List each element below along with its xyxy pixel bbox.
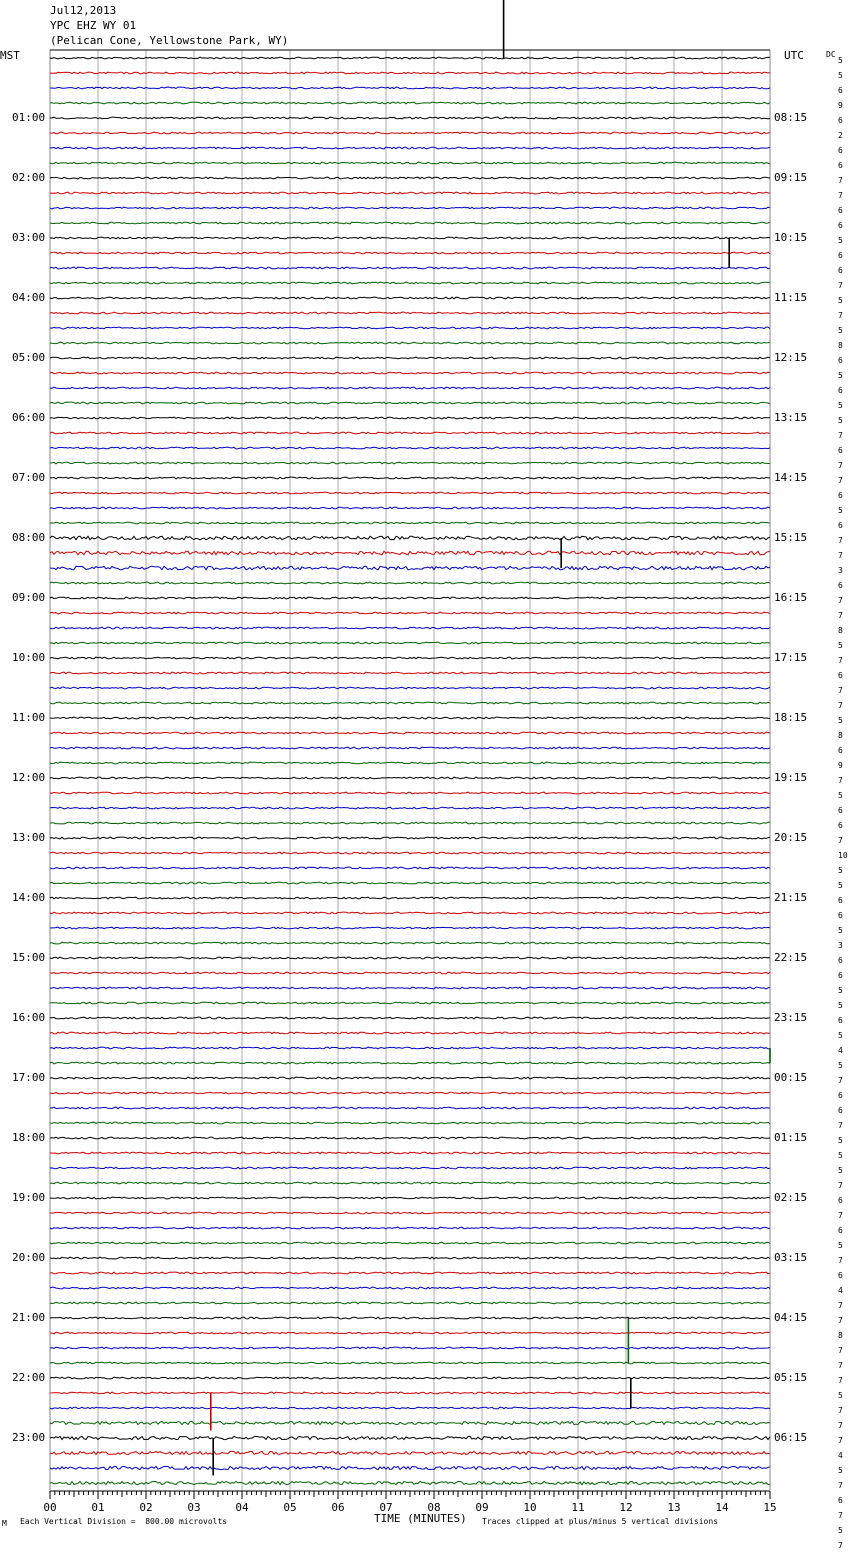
chart-station: YPC EHZ WY 01: [50, 19, 137, 32]
x-tick-label-12: 12: [619, 1501, 633, 1514]
trace-row-81: [50, 1272, 770, 1274]
trace-row-78: [50, 1227, 770, 1229]
trace-row-40: [50, 657, 770, 659]
trace-row-37: [50, 612, 770, 614]
dc-offset-value: 5: [838, 326, 843, 335]
trace-row-93: [50, 1451, 770, 1454]
dc-offset-value: 5: [838, 1391, 843, 1400]
mst-hour-label: 11:00: [12, 711, 46, 724]
left-timezone-label: MST: [0, 49, 20, 62]
trace-row-4: [50, 117, 770, 119]
chart-date: Jul12,2013: [50, 4, 117, 17]
trace-row-95: [50, 1481, 770, 1484]
dc-offset-value: 6: [838, 1106, 843, 1115]
dc-offset-value: 7: [838, 1541, 843, 1550]
mst-hour-label: 08:00: [12, 531, 46, 544]
dc-offset-value: 5: [838, 1526, 843, 1535]
dc-offset-value: 6: [838, 806, 843, 815]
mst-hour-label: 12:00: [12, 771, 46, 784]
utc-hour-label: 12:15: [774, 351, 808, 364]
mst-hour-label: 09:00: [12, 591, 46, 604]
dc-offset-value: 5: [838, 926, 843, 935]
trace-row-5: [50, 132, 770, 134]
dc-offset-value: 6: [838, 1271, 843, 1280]
dc-offset-value: 7: [838, 1361, 843, 1370]
trace-row-77: [50, 1212, 770, 1214]
dc-offset-value: 6: [838, 206, 843, 215]
trace-row-50: [50, 807, 770, 809]
dc-offset-value: 6: [838, 956, 843, 965]
mst-hour-label: 06:00: [12, 411, 46, 424]
dc-offset-value: 5: [838, 1151, 843, 1160]
dc-offset-value: 5: [838, 641, 843, 650]
trace-row-86: [50, 1347, 770, 1349]
trace-row-47: [50, 762, 770, 764]
dc-offset-value: 7: [838, 836, 843, 845]
dc-offset-value: 5: [838, 791, 843, 800]
trace-row-13: [50, 252, 770, 254]
corner-mark: M: [2, 1519, 7, 1528]
utc-hour-label: 01:15: [774, 1131, 808, 1144]
trace-row-60: [50, 957, 770, 959]
x-axis: [43, 1491, 776, 1514]
trace-row-71: [50, 1122, 770, 1124]
dc-offset-value: 6: [838, 251, 843, 260]
dc-offset-value: 6: [838, 266, 843, 275]
trace-row-10: [50, 207, 770, 209]
x-tick-label-09: 09: [475, 1501, 489, 1514]
right-timezone-label: UTC: [784, 49, 804, 62]
dc-offset-value: 7: [838, 701, 843, 710]
dc-offset-value: 6: [838, 821, 843, 830]
utc-hour-label: 16:15: [774, 591, 808, 604]
trace-row-65: [50, 1032, 770, 1034]
mst-hour-label: 13:00: [12, 831, 46, 844]
dc-offset-value: 7: [838, 1421, 843, 1430]
trace-row-54: [50, 867, 770, 869]
dc-offset-value: 5: [838, 401, 843, 410]
dc-offset-value: 3: [838, 566, 843, 575]
trace-row-11: [50, 222, 770, 224]
utc-hour-label: 05:15: [774, 1371, 808, 1384]
dc-offset-value: 7: [838, 1346, 843, 1355]
dc-offset-value: 5: [838, 1001, 843, 1010]
trace-row-0: [50, 57, 770, 59]
utc-hour-label: 21:15: [774, 891, 808, 904]
dc-offset-value: 7: [838, 461, 843, 470]
trace-row-39: [50, 642, 770, 644]
mst-hour-label: 05:00: [12, 351, 46, 364]
trace-row-74: [50, 1167, 770, 1169]
trace-row-22: [50, 387, 770, 389]
x-tick-label-15: 15: [763, 1501, 777, 1514]
trace-row-62: [50, 987, 770, 989]
trace-row-64: [50, 1017, 770, 1019]
dc-offset-value: 7: [838, 611, 843, 620]
trace-row-52: [50, 837, 770, 839]
utc-hour-label: 03:15: [774, 1251, 808, 1264]
trace-row-35: [50, 582, 770, 584]
trace-row-80: [50, 1257, 770, 1259]
dc-offset-value: 7: [838, 1511, 843, 1520]
trace-row-51: [50, 822, 770, 824]
dc-offset-value: 7: [838, 1301, 843, 1310]
mst-hour-label: 02:00: [12, 171, 46, 184]
dc-offset-value: 7: [838, 191, 843, 200]
utc-hour-label: 13:15: [774, 411, 808, 424]
dc-offset-value: 7: [838, 776, 843, 785]
dc-offset-value: 5: [838, 1241, 843, 1250]
trace-row-58: [50, 927, 770, 929]
dc-offset-value: 6: [838, 1091, 843, 1100]
mst-hour-label: 01:00: [12, 111, 46, 124]
mst-hour-label: 04:00: [12, 291, 46, 304]
dc-offset-value: 7: [838, 1406, 843, 1415]
dc-label: DC: [826, 50, 836, 59]
dc-offset-value: 8: [838, 341, 843, 350]
utc-hour-label: 19:15: [774, 771, 808, 784]
dc-offset-value: 6: [838, 386, 843, 395]
trace-row-75: [50, 1182, 770, 1184]
dc-offset-value: 6: [838, 86, 843, 95]
trace-row-68: [50, 1077, 770, 1079]
dc-offset-value: 8: [838, 626, 843, 635]
trace-row-7: [50, 162, 770, 164]
dc-offset-value: 5: [838, 71, 843, 80]
trace-row-3: [50, 102, 770, 104]
x-axis-title: TIME (MINUTES): [374, 1512, 467, 1525]
utc-hour-label: 20:15: [774, 831, 808, 844]
trace-row-8: [50, 177, 770, 179]
utc-hour-label: 06:15: [774, 1431, 808, 1444]
utc-hour-label: 23:15: [774, 1011, 808, 1024]
dc-offset-value: 9: [838, 761, 843, 770]
trace-row-67: [50, 1062, 770, 1064]
dc-offset-value: 6: [838, 356, 843, 365]
dc-offset-value: 5: [838, 1166, 843, 1175]
dc-offset-value: 5: [838, 1466, 843, 1475]
trace-row-2: [50, 87, 770, 89]
dc-offset-value: 6: [838, 1496, 843, 1505]
trace-row-24: [50, 417, 770, 419]
dc-offset-value: 7: [838, 476, 843, 485]
dc-offset-value: 8: [838, 731, 843, 740]
mst-hour-label: 07:00: [12, 471, 46, 484]
mst-hour-label: 19:00: [12, 1191, 46, 1204]
dc-offset-value: 7: [838, 1211, 843, 1220]
dc-offset-value: 6: [838, 671, 843, 680]
dc-offset-value: 6: [838, 971, 843, 980]
trace-row-26: [50, 447, 770, 449]
mst-hour-label: 22:00: [12, 1371, 46, 1384]
dc-offset-value: 7: [838, 431, 843, 440]
dc-offset-value: 6: [838, 911, 843, 920]
mst-hour-label: 23:00: [12, 1431, 46, 1444]
dc-offset-value: 7: [838, 1181, 843, 1190]
dc-offset-value: 6: [838, 116, 843, 125]
trace-row-87: [50, 1362, 770, 1364]
dc-offset-value: 4: [838, 1046, 843, 1055]
dc-offset-value: 5: [838, 1061, 843, 1070]
utc-hour-label: 02:15: [774, 1191, 808, 1204]
trace-row-59: [50, 942, 770, 944]
trace-row-82: [50, 1287, 770, 1289]
dc-offset-value: 5: [838, 56, 843, 65]
dc-offset-value: 5: [838, 296, 843, 305]
utc-hour-label: 09:15: [774, 171, 808, 184]
dc-offset-value: 7: [838, 1076, 843, 1085]
trace-row-14: [50, 267, 770, 269]
dc-offset-value: 5: [838, 416, 843, 425]
dc-offset-value: 5: [838, 371, 843, 380]
trace-row-32: [50, 536, 770, 540]
mst-hour-label: 21:00: [12, 1311, 46, 1324]
dc-offset-value: 7: [838, 311, 843, 320]
trace-row-28: [50, 477, 770, 479]
trace-row-72: [50, 1137, 770, 1139]
dc-offset-value: 7: [838, 1481, 843, 1490]
trace-row-79: [50, 1242, 770, 1244]
trace-row-76: [50, 1197, 770, 1199]
dc-offset-value: 5: [838, 866, 843, 875]
dc-offset-value: 5: [838, 986, 843, 995]
trace-row-55: [50, 882, 770, 884]
dc-offset-value: 6: [838, 491, 843, 500]
mst-hour-label: 16:00: [12, 1011, 46, 1024]
x-tick-label-02: 02: [139, 1501, 153, 1514]
dc-offset-value: 7: [838, 1256, 843, 1265]
trace-row-88: [50, 1377, 770, 1379]
utc-hour-label: 11:15: [774, 291, 808, 304]
dc-offset-value: 6: [838, 746, 843, 755]
utc-hour-label: 10:15: [774, 231, 808, 244]
dc-offset-value: 6: [838, 896, 843, 905]
dc-offset-value: 6: [838, 161, 843, 170]
utc-hour-label: 17:15: [774, 651, 808, 664]
trace-row-19: [50, 342, 770, 344]
trace-row-23: [50, 402, 770, 404]
dc-offset-value: 8: [838, 1331, 843, 1340]
x-tick-label-03: 03: [187, 1501, 201, 1514]
mst-hour-label: 17:00: [12, 1071, 46, 1084]
trace-row-69: [50, 1092, 770, 1094]
trace-row-49: [50, 792, 770, 794]
trace-row-25: [50, 432, 770, 434]
trace-row-16: [50, 297, 770, 299]
dc-offset-value: 7: [838, 551, 843, 560]
trace-row-85: [50, 1332, 770, 1334]
trace-row-53: [50, 852, 770, 854]
dc-offset-value: 9: [838, 101, 843, 110]
dc-offset-value: 7: [838, 596, 843, 605]
trace-row-83: [50, 1302, 770, 1304]
dc-offset-value: 7: [838, 656, 843, 665]
x-tick-label-14: 14: [715, 1501, 729, 1514]
mst-hour-label: 15:00: [12, 951, 46, 964]
utc-hour-label: 08:15: [774, 111, 808, 124]
trace-row-73: [50, 1152, 770, 1154]
trace-row-12: [50, 237, 770, 239]
x-tick-label-04: 04: [235, 1501, 249, 1514]
dc-offset-value: 6: [838, 1226, 843, 1235]
dc-offset-value: 5: [838, 881, 843, 890]
trace-row-6: [50, 147, 770, 149]
utc-hour-label: 15:15: [774, 531, 808, 544]
x-tick-label-11: 11: [571, 1501, 585, 1514]
trace-row-89: [50, 1392, 770, 1394]
mst-hour-label: 03:00: [12, 231, 46, 244]
dc-offset-value: 6: [838, 521, 843, 530]
trace-row-33: [50, 551, 770, 555]
x-tick-label-07: 07: [379, 1501, 393, 1514]
mst-hour-label: 14:00: [12, 891, 46, 904]
dc-offset-value: 5: [838, 1136, 843, 1145]
trace-row-44: [50, 717, 770, 719]
trace-row-29: [50, 492, 770, 494]
trace-row-43: [50, 702, 770, 704]
trace-row-56: [50, 897, 770, 899]
utc-hour-label: 22:15: [774, 951, 808, 964]
dc-offset-value: 6: [838, 446, 843, 455]
trace-row-91: [50, 1421, 770, 1424]
dc-offset-value: 5: [838, 1031, 843, 1040]
utc-hour-label: 00:15: [774, 1071, 808, 1084]
x-tick-label-01: 01: [91, 1501, 105, 1514]
mst-hour-label: 20:00: [12, 1251, 46, 1264]
dc-offset-value: 3: [838, 941, 843, 950]
trace-row-18: [50, 327, 770, 329]
dc-offset-value: 5: [838, 236, 843, 245]
trace-row-42: [50, 687, 770, 689]
x-tick-label-05: 05: [283, 1501, 297, 1514]
dc-offset-value: 6: [838, 221, 843, 230]
utc-hour-label: 04:15: [774, 1311, 808, 1324]
trace-row-27: [50, 462, 770, 464]
dc-offset-value: 5: [838, 716, 843, 725]
dc-offset-value: 7: [838, 176, 843, 185]
trace-row-94: [50, 1466, 770, 1469]
dc-offset-value: 7: [838, 1376, 843, 1385]
dc-offset-value: 7: [838, 1316, 843, 1325]
dc-offset-value: 4: [838, 1286, 843, 1295]
trace-row-31: [50, 522, 770, 524]
trace-row-21: [50, 372, 770, 374]
chart-location: (Pelican Cone, Yellowstone Park, WY): [50, 34, 289, 47]
trace-row-57: [50, 912, 770, 914]
x-tick-label-13: 13: [667, 1501, 681, 1514]
trace-row-9: [50, 192, 770, 194]
trace-row-41: [50, 672, 770, 674]
dc-offset-value: 7: [838, 686, 843, 695]
x-tick-label-00: 00: [43, 1501, 57, 1514]
clip-note: Traces clipped at plus/minus 5 vertical divisions: [482, 1517, 719, 1526]
dc-offset-value: 6: [838, 581, 843, 590]
trace-group: [50, 0, 770, 1485]
trace-row-70: [50, 1107, 770, 1109]
scale-note: Each Vertical Division = 800.00 microvolts: [20, 1517, 228, 1526]
trace-row-1: [50, 72, 770, 74]
x-tick-label-08: 08: [427, 1501, 441, 1514]
trace-row-30: [50, 507, 770, 509]
dc-offset-value: 6: [838, 1196, 843, 1205]
utc-hour-label: 18:15: [774, 711, 808, 724]
dc-offset-value: 10: [838, 851, 848, 860]
dc-offset-value: 7: [838, 1436, 843, 1445]
dc-offset-value: 7: [838, 536, 843, 545]
dc-offset-value: 7: [838, 1121, 843, 1130]
trace-row-61: [50, 972, 770, 974]
trace-row-63: [50, 1002, 770, 1004]
trace-row-92: [50, 1436, 770, 1439]
trace-row-20: [50, 357, 770, 359]
x-tick-label-06: 06: [331, 1501, 345, 1514]
trace-row-48: [50, 777, 770, 779]
utc-hour-label: 14:15: [774, 471, 808, 484]
mst-hour-label: 18:00: [12, 1131, 46, 1144]
trace-row-17: [50, 312, 770, 314]
dc-offset-value: 6: [838, 146, 843, 155]
dc-offset-value: 7: [838, 281, 843, 290]
mst-hour-label: 10:00: [12, 651, 46, 664]
trace-row-36: [50, 597, 770, 599]
trace-row-90: [50, 1407, 770, 1409]
dc-offset-value: 4: [838, 1451, 843, 1460]
dc-offset-value: 6: [838, 1016, 843, 1025]
dc-offset-value: 2: [838, 131, 843, 140]
dc-offset-value: 5: [838, 506, 843, 515]
trace-row-38: [50, 627, 770, 629]
x-tick-label-10: 10: [523, 1501, 537, 1514]
trace-row-66: [50, 1047, 770, 1049]
trace-row-34: [50, 566, 770, 570]
trace-row-84: [50, 1317, 770, 1319]
trace-row-45: [50, 732, 770, 734]
trace-row-15: [50, 282, 770, 284]
minute-grid: [50, 50, 770, 1490]
trace-row-46: [50, 747, 770, 749]
